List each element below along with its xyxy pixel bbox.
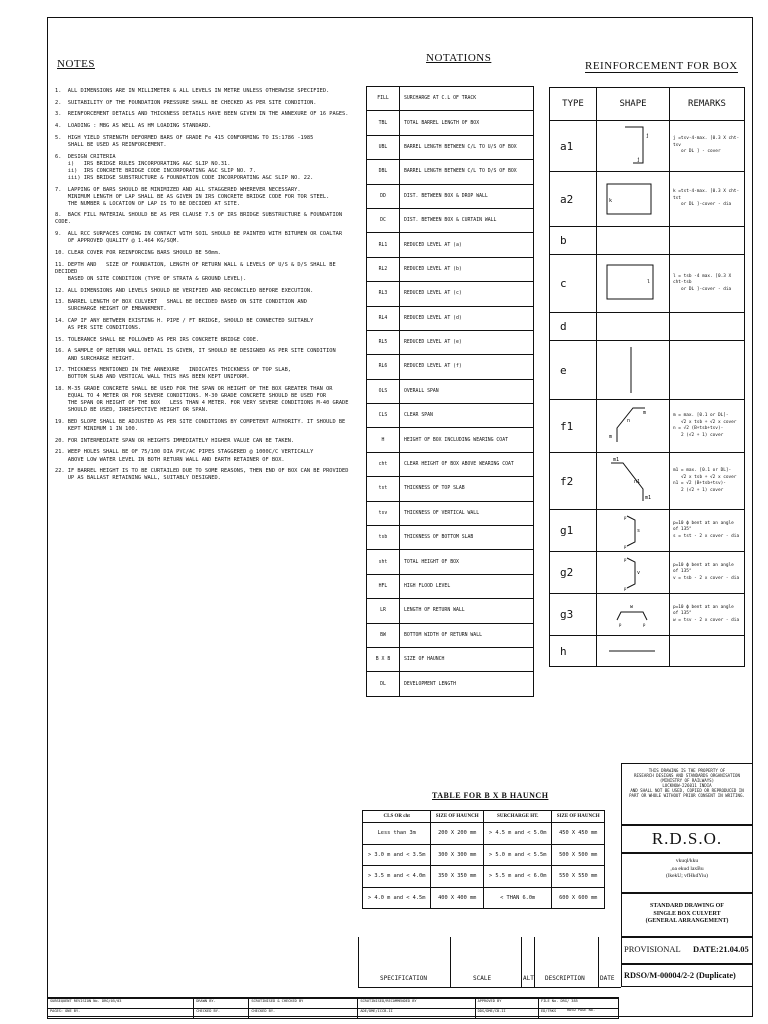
bar-remarks: m1 = max. [0.1 or DL]- √2 x tsb + √2 x cover n1 = √2 (B+tsb+tsv)- 2 (√2 + 1) cover	[670, 453, 745, 510]
bar-remarks: p=10 ϕ bent at an angle of 135° v = tsb - 2 x cover - dia	[670, 552, 745, 594]
reinforcement-row	[550, 453, 745, 510]
col-description: DESCRIPTION	[545, 975, 585, 982]
haunch-cell: > 3.0 m and < 3.5m	[363, 844, 431, 866]
notations-heading: NOTATIONS	[426, 52, 492, 64]
bar-shape-drawing	[597, 636, 669, 666]
notation-desc: REDUCED LEVEL AT (b)	[400, 257, 534, 281]
notation-key: FILL	[367, 87, 400, 111]
notation-row	[367, 282, 534, 306]
bar-shape	[597, 172, 670, 227]
haunch-cell: 450 X 450 mm	[552, 823, 605, 845]
notation-key: DD	[367, 184, 400, 208]
notation-key: RL1	[367, 233, 400, 257]
note-item: 15. TOLERANCE SHALL BE FOLLOWED AS PER IRS CONCRETE BRIDGE CODE.	[55, 336, 260, 343]
strip-ade: ADE/DME/ICCB-II	[358, 1009, 475, 1019]
haunch-header: SIZE OF HAUNCH	[431, 811, 484, 823]
notation-key: UBL	[367, 135, 400, 159]
bar-type: b	[550, 227, 597, 255]
note-item: 20. FOR INTERMEDIATE SPAN OR HEIGHTS IMMEDIATELY HIGHER VALUE CAN BE TAKEN.	[55, 437, 295, 444]
col-date: DATE	[600, 975, 615, 982]
bar-type: h	[550, 636, 597, 667]
haunch-table	[362, 810, 605, 909]
strip-checked-1: CHECKED BY-	[194, 1009, 249, 1019]
notation-desc: THICKNESS OF VERTICAL WALL	[400, 501, 534, 525]
bar-remarks: j =tsv-4-max. [0.3 X cht-tsv or DL ] - cover	[670, 121, 745, 172]
svg-text:j: j	[637, 157, 641, 163]
haunch-cell: < THAN 6.0m	[483, 887, 551, 909]
notation-desc: SIZE OF HAUNCH	[400, 647, 534, 671]
status-box	[621, 937, 753, 964]
bar-shape-drawing	[597, 121, 669, 171]
bar-shape	[597, 341, 670, 400]
bar-remarks	[670, 341, 745, 400]
col-alt: ALT	[523, 975, 534, 982]
haunch-cell: 550 X 550 mm	[552, 866, 605, 888]
strip-checked-2: CHECKED BY-	[249, 1009, 358, 1019]
bar-shape-drawing	[597, 400, 669, 452]
notation-desc: HIGH FLOOD LEVEL	[400, 574, 534, 598]
note-item: 18. M-35 GRADE CONCRETE SHALL BE USED FOR THE SPAN OR HEIGHT OF THE BOX GREATER THAN OR EQUAL TO 4 METER OR FOR SEVERE CONDITIONS. M-30 GRADE CONCRETE SHOULD BE USED FOR THE SPAN OR HEIGHT OF THE BOX LESS THAN 4 METER. FOR VERY SEVERE CONDITIONS M-40 GRADE SHOULD BE USED, IRRESPECTIVE HEIGHT OR SPAN.	[55, 386, 349, 414]
notation-desc: DIST. BETWEEN BOX & DROP WALL	[400, 184, 534, 208]
notation-desc: REDUCED LEVEL AT (e)	[400, 330, 534, 354]
bar-remarks: p=10 ϕ bent at an angle of 135° s = tst - 2 x cover - dia	[670, 510, 745, 552]
bar-shape	[597, 552, 670, 594]
bar-shape	[597, 594, 670, 636]
svg-text:m: m	[643, 410, 647, 416]
haunch-row	[363, 844, 605, 866]
notation-key: tsv	[367, 501, 400, 525]
note-item: 16. A SAMPLE OF RETURN WALL DETAIL IS GIVEN, IT SHOULD BE DESIGNED AS PER SITE CONDITION AND SURCHARGE HEIGHT.	[55, 348, 336, 362]
bar-shape	[597, 121, 670, 172]
strip-dds: DDS/DME/CB-II	[475, 1009, 538, 1019]
svg-text:p: p	[624, 544, 627, 549]
svg-text:p: p	[624, 515, 627, 520]
haunch-cell: 500 X 500 mm	[552, 844, 605, 866]
svg-text:p: p	[624, 586, 627, 591]
org-hindi-box	[621, 853, 753, 893]
reinforcement-row	[550, 227, 745, 255]
strip-recommended: SCRUTINISED/RECOMMENDED BY	[358, 999, 475, 1009]
notation-desc: BARREL LENGTH BETWEEN C/L TO U/S OF BOX	[400, 135, 534, 159]
haunch-header: SURCHARGE HT.	[483, 811, 551, 823]
bar-shape-drawing	[597, 552, 669, 593]
bar-remarks: l = tsb -4 max. [0.3 X cht-tsb or DL ]-cover - dia	[670, 255, 745, 313]
svg-text:m1: m1	[645, 495, 652, 501]
bar-remarks	[670, 227, 745, 255]
notation-key: BW	[367, 623, 400, 647]
svg-text:n1: n1	[634, 479, 641, 485]
note-item: 5. HIGH YIELD STRENGTH DEFORMED BARS OF GRADE Fe 415 CONFORMING TO IS:1786 -1985 SHALL BE USED AS REINFORCEMENT.	[55, 134, 314, 148]
haunch-row	[363, 887, 605, 909]
reinforcement-row	[550, 121, 745, 172]
bar-remarks: p=10 ϕ bent at an angle of 135° w = tsv - 2 x cover - dia	[670, 594, 745, 636]
bar-type: g2	[550, 552, 597, 594]
notation-desc: HEIGHT OF BOX INCLUDING WEARING COAT	[400, 428, 534, 452]
notation-key: LR	[367, 599, 400, 623]
bar-type: f1	[550, 400, 597, 453]
notation-row	[367, 428, 534, 452]
notation-key: tsb	[367, 526, 400, 550]
reinforcement-row	[550, 552, 745, 594]
notation-row	[367, 135, 534, 159]
notation-key: RL2	[367, 257, 400, 281]
haunch-cell: > 4.0 m and < 4.5m	[363, 887, 431, 909]
bar-type: d	[550, 313, 597, 341]
svg-text:s: s	[637, 528, 641, 534]
org-box	[621, 825, 753, 853]
col-scale: SCALE	[473, 975, 492, 982]
bar-remarks	[670, 636, 745, 667]
reinforcement-row	[550, 510, 745, 552]
haunch-cell: 350 X 350 mm	[431, 866, 484, 888]
col-type: TYPE	[550, 88, 597, 121]
notation-row	[367, 379, 534, 403]
bar-shape-drawing	[597, 453, 669, 509]
haunch-cell: 300 X 300 mm	[431, 844, 484, 866]
reinforcement-heading: REINFORCEMENT FOR BOX	[585, 60, 738, 72]
notation-key: OLS	[367, 379, 400, 403]
note-item: 3. REINFORCEMENT DETAILS AND THICKNESS DETAILS HAVE BEEN GIVEN IN THE ANNEXURE OF 16 PAGES.	[55, 111, 349, 118]
notation-row	[367, 233, 534, 257]
notations-table	[366, 86, 534, 697]
note-item: 2. SUITABILITY OF THE FOUNDATION PRESSURE SHALL BE CHECKED AS PER SITE CONDITION.	[55, 99, 317, 106]
haunch-cell: 400 X 400 mm	[431, 887, 484, 909]
haunch-heading: TABLE FOR B X B HAUNCH	[432, 791, 549, 800]
haunch-cell: Less than 3m	[363, 823, 431, 845]
date-label: DATE:	[693, 944, 719, 954]
notation-row	[367, 599, 534, 623]
notation-row	[367, 647, 534, 671]
notation-key: RL4	[367, 306, 400, 330]
notation-desc: REDUCED LEVEL AT (d)	[400, 306, 534, 330]
status-label: PROVISIONAL	[624, 944, 681, 954]
reinforcement-row	[550, 400, 745, 453]
notation-desc: THICKNESS OF TOP SLAB	[400, 477, 534, 501]
notation-desc: DIST. BETWEEN BOX & CURTAIN WALL	[400, 208, 534, 232]
notation-key: B X B	[367, 647, 400, 671]
notation-desc: DEVELOPMENT LENGTH	[400, 672, 534, 696]
svg-text:m: m	[609, 434, 613, 440]
haunch-cell: > 5.5 m and < 6.0m	[483, 866, 551, 888]
bar-shape	[597, 453, 670, 510]
note-item: 13. BARREL LENGTH OF BOX CULVERT SHALL BE DECIDED BASED ON SITE CONDITION AND SURCHARGE HEIGHT OF EMBANKMENT.	[55, 299, 307, 313]
bar-shape-drawing	[597, 594, 669, 635]
notation-desc: CLEAR SPAN	[400, 404, 534, 428]
bar-shape	[597, 636, 670, 667]
haunch-cell: > 4.5 m and < 5.0m	[483, 823, 551, 845]
svg-text:l: l	[647, 279, 651, 285]
bar-shape	[597, 255, 670, 313]
notation-desc: LENGTH OF RETURN WALL	[400, 599, 534, 623]
bar-shape-drawing	[597, 255, 669, 312]
notation-row	[367, 330, 534, 354]
notation-key: tst	[367, 477, 400, 501]
haunch-header: SIZE OF HAUNCH	[552, 811, 605, 823]
notation-row	[367, 550, 534, 574]
notation-desc: REDUCED LEVEL AT (c)	[400, 282, 534, 306]
drawing-title-box	[621, 893, 753, 937]
notation-key: TBL	[367, 111, 400, 135]
property-note: THIS DRAWING IS THE PROPERTY OF RESEARCH DESIGNS AND STANDARDS ORGANISATION (MINISTRY OF RAILWAYS) LUCKNOW-226011 INDIA AND SHALL NOT BE USED, COPIED OR REPRODUCED IN PART OR WHOLE WITHOUT PRIOR CONSENT IN WRITING.	[629, 768, 745, 798]
col-specification: SPECIFICATION	[380, 975, 427, 982]
date-value: 21.04.05	[719, 944, 749, 954]
notation-key: HFL	[367, 574, 400, 598]
notation-desc: SURCHARGE AT C.L OF TRACK	[400, 87, 534, 111]
property-note-box	[621, 763, 753, 825]
notation-row	[367, 452, 534, 476]
reinforcement-row	[550, 172, 745, 227]
note-item: 4. LOADING : MBG AS WELL AS HM LOADING STANDARD.	[55, 123, 212, 130]
notation-key: CLS	[367, 404, 400, 428]
bar-shape	[597, 313, 670, 341]
strip-approved: APPROVED BY	[475, 999, 538, 1009]
haunch-row	[363, 866, 605, 888]
notation-desc: REDUCED LEVEL AT (a)	[400, 233, 534, 257]
org-hindi: vkuql/kku ,oa ekud laxBu (lkekU; vfHkdYiu)	[665, 858, 708, 879]
haunch-cell: 200 X 200 mm	[431, 823, 484, 845]
notation-row	[367, 160, 534, 184]
svg-text:v: v	[637, 570, 641, 576]
haunch-row	[363, 823, 605, 845]
notation-row	[367, 111, 534, 135]
bar-type: g3	[550, 594, 597, 636]
notation-key: cht	[367, 452, 400, 476]
svg-text:p: p	[643, 622, 646, 627]
bar-remarks	[670, 313, 745, 341]
notes-heading: NOTES	[57, 58, 95, 70]
note-item: 11. DEPTH AND SIZE OF FOUNDATION, LENGTH OF RETURN WALL & LEVELS OF U/S & D/S SHALL BE DECIDED BASED ON SITE CONDITION (TYPE OF STRATA & GROUND LEVEL).	[55, 261, 336, 282]
notation-row	[367, 526, 534, 550]
notation-row	[367, 306, 534, 330]
notation-desc: BOTTOM WIDTH OF RETURN WALL	[400, 623, 534, 647]
bar-shape	[597, 510, 670, 552]
reinforcement-row	[550, 636, 745, 667]
haunch-cell: > 3.5 m and < 4.0m	[363, 866, 431, 888]
note-item: 6. DESIGN CRITERIA i) IRS BRIDGE RULES INCORPORATING A&C SLIP NO.31. ii) IRS CONCRETE BRIDGE CODE INCORPORATING A&C SLIP NO. 7. iii) IRS BRIDGE SUBSTRUCTURE & FOUNDATION CODE INCORPORATING A&C SLIP NO. 22.	[55, 153, 314, 181]
strip-pages: PAGES: ONE BY-	[48, 1009, 194, 1019]
note-item: 21. WEEP HOLES SHALL BE OF 75/100 DIA PVC/AC PIPES STAGGERED @ 1000C/C VERTICALLY ABOVE LOW WATER LEVEL IN BOTH RETURN WALL AND EARTH RETAINER OF BOX.	[55, 449, 314, 463]
strip-revision: SUBSEQUENT REVISION No. DRG/05/03	[48, 999, 194, 1009]
notation-row	[367, 355, 534, 379]
drawing-number-box	[621, 964, 753, 987]
notation-key: RL6	[367, 355, 400, 379]
notation-key: sht	[367, 550, 400, 574]
reinforcement-row	[550, 313, 745, 341]
strip-drawn: DRAWN BY-	[194, 999, 249, 1009]
note-item: 8. BACK FILL MATERIAL SHOULD BE AS PER CLAUSE 7.5 OF IRS BRIDGE SUBSTRUCTURE & FOUNDATION CODE.	[55, 212, 346, 226]
org-name: R.D.S.O.	[651, 829, 723, 848]
notation-row	[367, 184, 534, 208]
reinforcement-row	[550, 255, 745, 313]
notation-desc: TOTAL BARREL LENGTH OF BOX	[400, 111, 534, 135]
notation-row	[367, 672, 534, 696]
bottom-strip	[47, 997, 619, 1018]
note-item: 12. ALL DIMENSIONS AND LEVELS SHOULD BE VERIFIED AND RECONCILED BEFORE EXECUTION.	[55, 287, 314, 294]
notation-row	[367, 574, 534, 598]
notation-desc: BARREL LENGTH BETWEEN C/L TO D/S OF BOX	[400, 160, 534, 184]
svg-text:p: p	[624, 557, 627, 562]
reinforcement-table	[549, 87, 745, 667]
reinforcement-row	[550, 341, 745, 400]
note-item: 1. ALL DIMENSIONS ARE IN MILLIMETER & ALL LEVELS IN METRE UNLESS OTHERWISE SPECIFIED.	[55, 88, 330, 94]
svg-text:j: j	[646, 133, 650, 139]
notation-row	[367, 477, 534, 501]
drawing-title: STANDARD DRAWING OF SINGLE BOX CULVERT (GENERAL ARRANGEMENT)	[645, 903, 729, 924]
bar-shape-drawing	[597, 341, 669, 399]
haunch-cell: 600 X 600 mm	[552, 887, 605, 909]
col-shape: SHAPE	[597, 88, 670, 121]
bar-type: g1	[550, 510, 597, 552]
notation-key: DL	[367, 672, 400, 696]
bar-type: c	[550, 255, 597, 313]
notation-row	[367, 501, 534, 525]
bar-remarks: m = max. [0.1 or DL]- √2 x tsb + √2 x cover n = √2 (B+tsb+tsv)- 2 (√2 + 1) cover	[670, 400, 745, 453]
svg-text:w: w	[630, 604, 634, 610]
bar-type: f2	[550, 453, 597, 510]
note-item: 17. THICKNESS MENTIONED IN THE ANNEXURE INDICATES THICKNESS OF TOP SLAB, BOTTOM SLAB AND VERTICAL WALL THIS HAS BEEN KEPT UNIFORM.	[55, 367, 291, 381]
note-item: 19. BED SLOPE SHALL BE ADJUSTED AS PER SITE CONDITIONS BY COMPETENT AUTHORITY. IT SHOULD BE KEPT MINIMUM 1 IN 100.	[55, 418, 346, 433]
svg-text:n: n	[627, 418, 631, 424]
notation-desc: TOTAL HEIGHT OF BOX	[400, 550, 534, 574]
bar-type: a2	[550, 172, 597, 227]
note-item: 10. CLEAR COVER FOR REINFORCING BARS SHOULD BE 50mm.	[55, 249, 221, 256]
bar-shape	[597, 227, 670, 255]
note-item: 7. LAPPING OF BARS SHOULD BE MINIMIZED AND ALL STAGGERED WHEREVER NECESSARY. MINIMUM LENGTH OF LAP SHALL BE AS GIVEN IN IRS CONCRETE BRIDGE CODE FOR TOR STEEL. THE NUMBER & LOCATION OF LAP IS TO BE DECIDED AT SITE.	[55, 186, 330, 207]
notation-desc: CLEAR HEIGHT OF BOX ABOVE WEARING COAT	[400, 452, 534, 476]
haunch-header: CLS OR cht	[363, 811, 431, 823]
bar-type: e	[550, 341, 597, 400]
notation-key: DBL	[367, 160, 400, 184]
drawing-number: RDSO/M-00004/2-2 (Duplicate)	[624, 971, 736, 980]
strip-file-no: FILE No. DRG/ 385	[538, 999, 618, 1009]
notation-key: RL3	[367, 282, 400, 306]
notes-list	[55, 88, 360, 487]
svg-text:m1: m1	[613, 457, 620, 463]
strip-page-no: RDSO PAGE No.	[567, 1008, 596, 1012]
notation-desc: THICKNESS OF BOTTOM SLAB	[400, 526, 534, 550]
revision-columns	[358, 937, 621, 988]
bar-type: a1	[550, 121, 597, 172]
bar-shape-drawing	[597, 172, 669, 226]
notation-row	[367, 208, 534, 232]
note-item: 9. ALL RCC SURFACES COMING IN CONTACT WITH SOIL SHOULD BE PAINTED WITH BITUMEN OR COALTAR OF APPROVED QUALITY @ 1.464 KG/SQM.	[55, 231, 343, 245]
strip-ed: ED/TRKS	[538, 1009, 618, 1019]
notation-row	[367, 623, 534, 647]
note-item: 14. CAP IF ANY BETWEEN EXISTING H. PIPE / FT BRIDGE, SHOULD BE CONNECTED SUITABLY AS PER SITE CONDITIONS.	[55, 317, 314, 332]
note-item: 22. IF BARREL HEIGHT IS TO BE CURTAILED DUE TO SOME REASONS, THEN END OF BOX CAN BE PROVIDED UP AS BALLAST RETAINING WALL, SUITABLY DESIGNED.	[55, 468, 349, 482]
notation-key: H	[367, 428, 400, 452]
bar-shape-drawing	[597, 510, 669, 551]
notation-row	[367, 87, 534, 111]
col-remarks: REMARKS	[670, 88, 745, 121]
haunch-cell: > 5.0 m and < 5.5m	[483, 844, 551, 866]
bar-remarks: k =tst-4-max. [0.3 X cht-tst or DL ]-cover - dia	[670, 172, 745, 227]
notation-key: DC	[367, 208, 400, 232]
reinforcement-row	[550, 594, 745, 636]
notation-row	[367, 257, 534, 281]
notation-key: RL5	[367, 330, 400, 354]
notation-row	[367, 404, 534, 428]
notation-desc: OVERALL SPAN	[400, 379, 534, 403]
strip-scrutinised: SCRUTINISED & CHECKED BY	[249, 999, 358, 1009]
haunch-header-row	[363, 811, 605, 823]
svg-text:p: p	[619, 622, 622, 627]
svg-text:k: k	[609, 198, 613, 204]
bar-shape	[597, 400, 670, 453]
notation-desc: REDUCED LEVEL AT (f)	[400, 355, 534, 379]
